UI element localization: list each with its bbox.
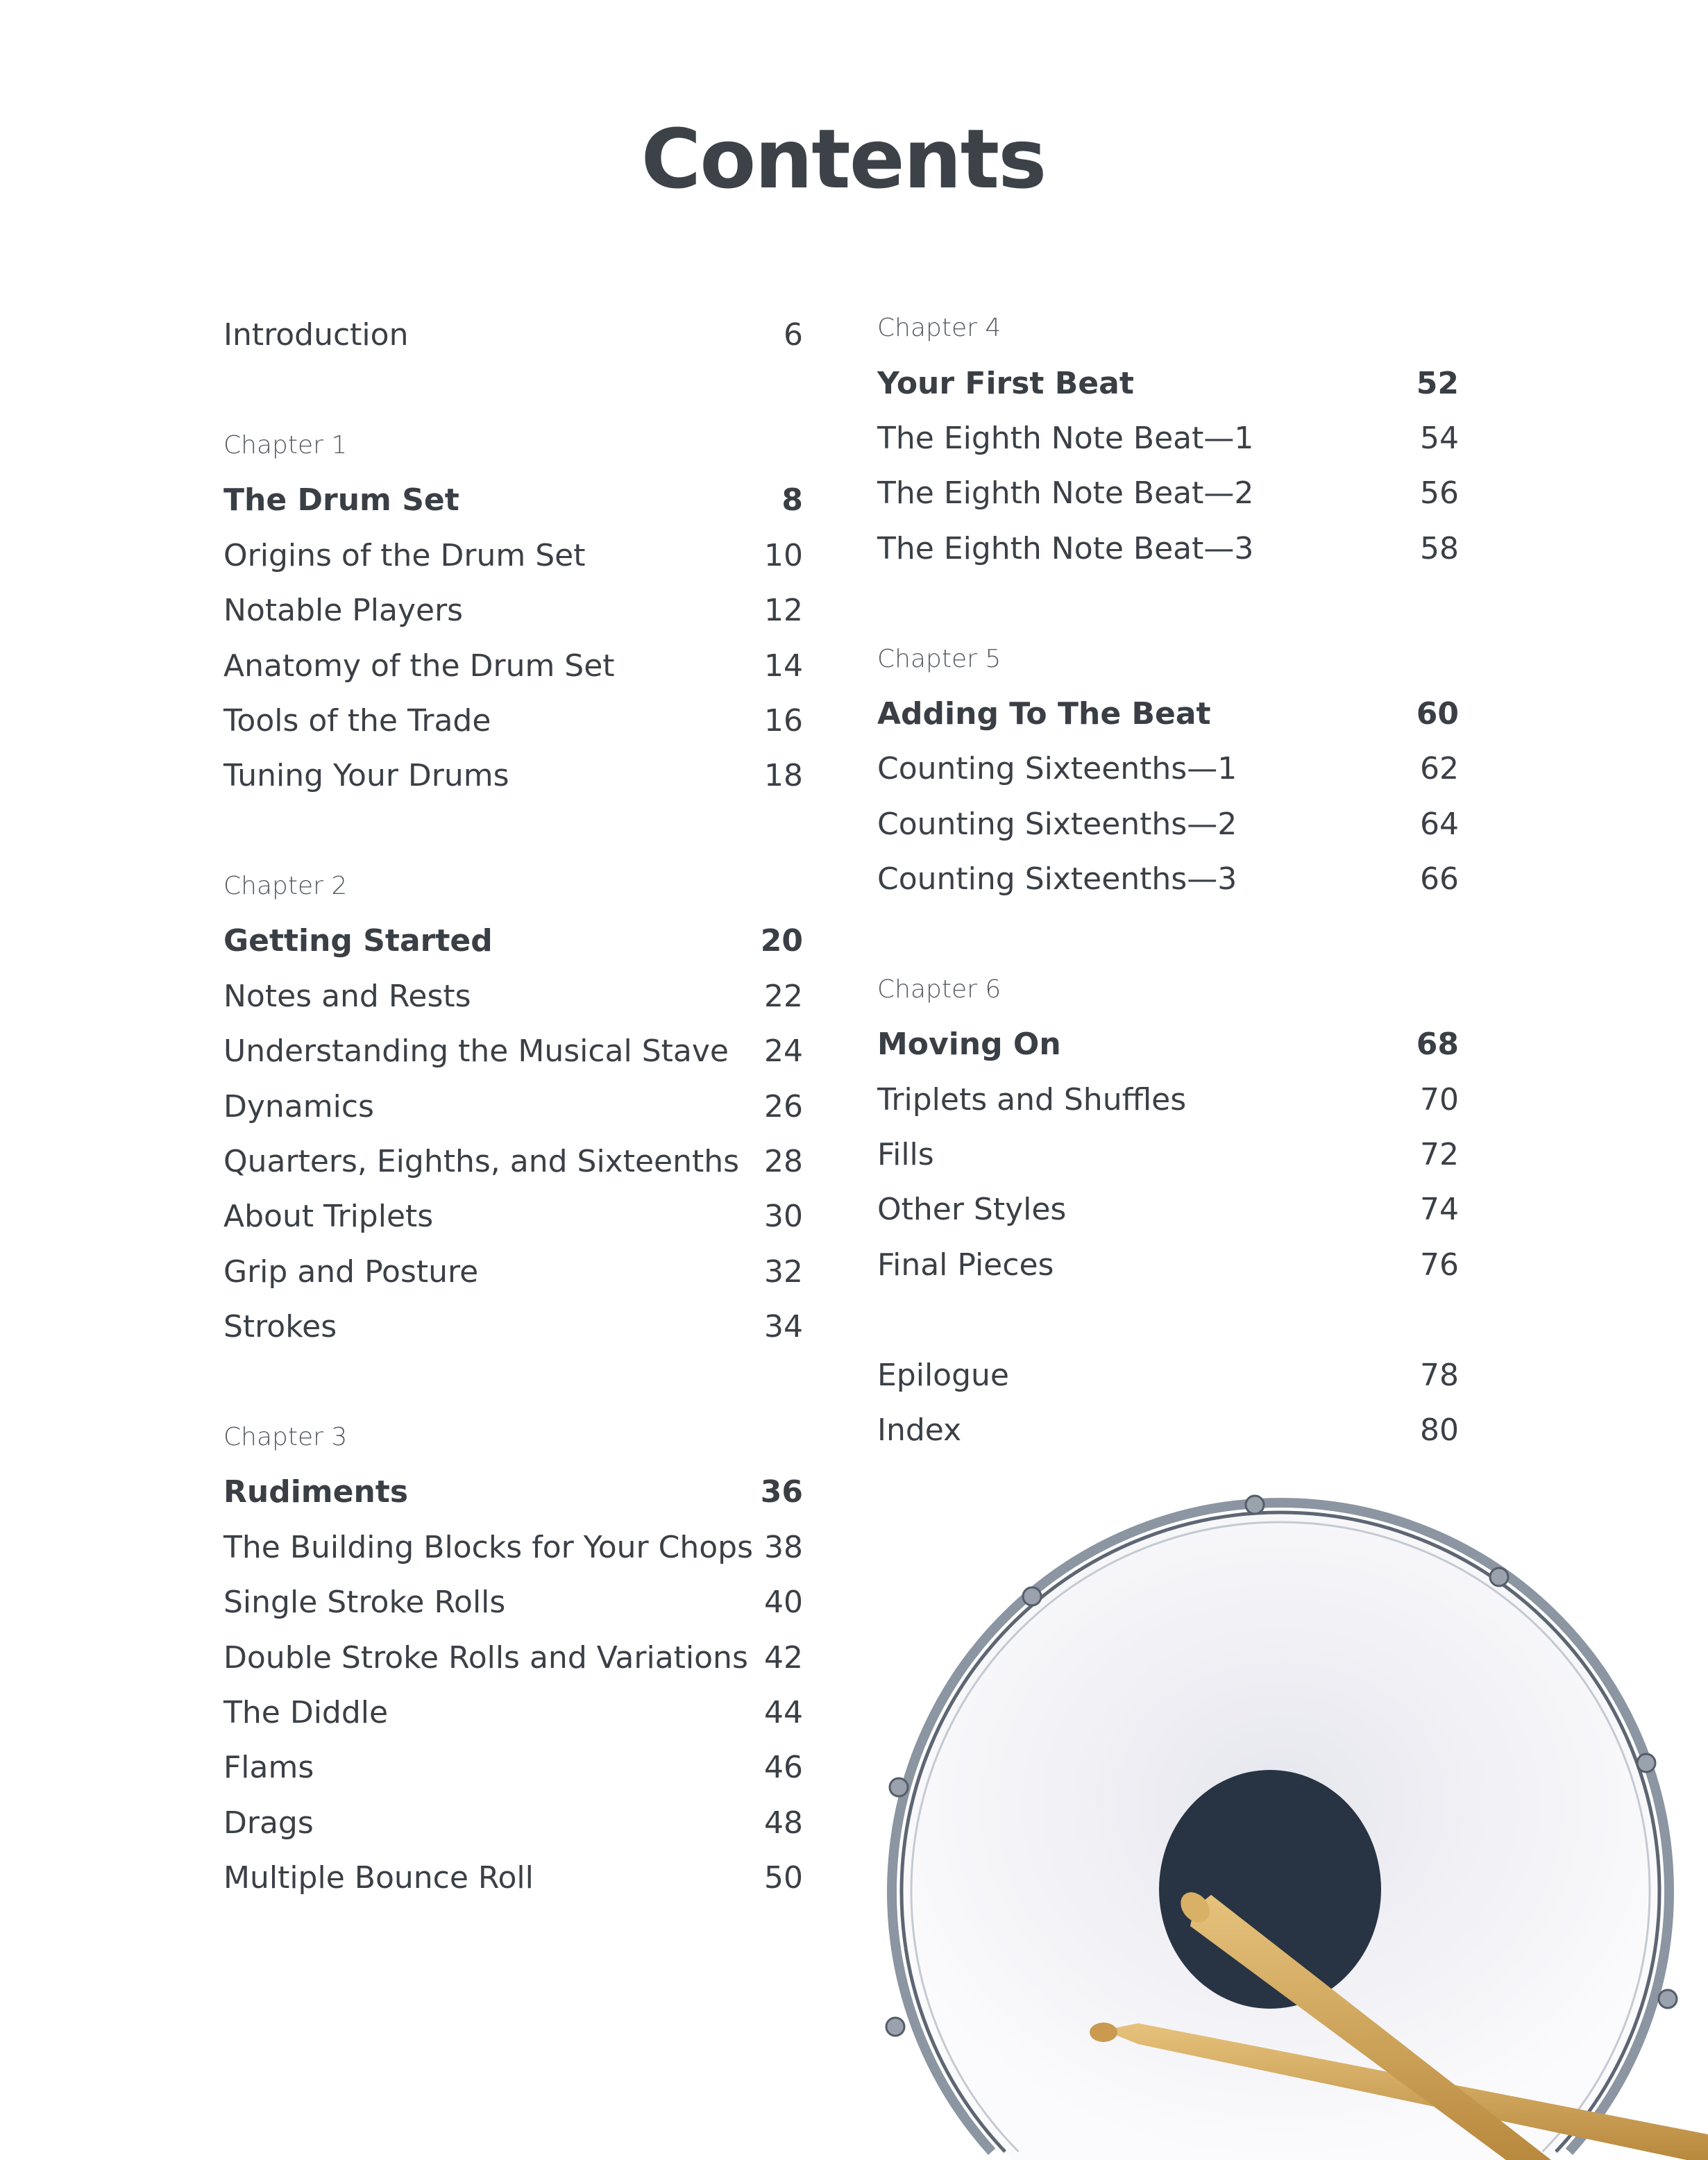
toc-page-number: 8 [781, 482, 803, 518]
toc-label: Epilogue [877, 1357, 1009, 1393]
spacer [223, 1354, 803, 1409]
toc-entry[interactable] [877, 1403, 1459, 1458]
toc-entry[interactable] [877, 1072, 1459, 1127]
toc-page-number: 70 [1420, 1081, 1459, 1117]
spacer [223, 362, 803, 417]
toc-page-number: 28 [764, 1144, 803, 1180]
toc-label: Origins of the Drum Set [223, 537, 586, 573]
toc-entry[interactable] [223, 1740, 803, 1795]
toc-page-number: 46 [764, 1750, 803, 1786]
toc-label: Introduction [223, 317, 409, 353]
toc-page-number: 6 [784, 317, 803, 353]
toc-label: The Eighth Note Beat—2 [877, 475, 1254, 512]
toc-label: Grip and Posture [223, 1254, 479, 1290]
toc-page-number: 80 [1420, 1412, 1459, 1448]
toc-label: Understanding the Musical Stave [223, 1033, 729, 1070]
toc-entry[interactable] [223, 1520, 803, 1575]
page-title: Contents [641, 111, 1046, 207]
toc-page-number: 40 [764, 1585, 803, 1621]
toc-left-column [223, 307, 803, 1905]
toc-entry[interactable] [223, 583, 803, 638]
chapter-label[interactable] [223, 418, 803, 473]
toc-page-number: 44 [764, 1694, 803, 1730]
toc-page-number: 32 [764, 1254, 803, 1290]
toc-label: Flams [223, 1750, 314, 1786]
toc-label: Double Stroke Rolls and Variations [223, 1639, 748, 1676]
toc-entry[interactable] [223, 1796, 803, 1850]
toc-right-column [877, 301, 1459, 1458]
toc-page-number: 26 [764, 1088, 803, 1124]
toc-page-number: 12 [764, 593, 803, 629]
toc-page-number: 64 [1420, 806, 1459, 842]
toc-label: Rudiments [223, 1474, 409, 1510]
chapter-title-row[interactable] [877, 355, 1459, 410]
chapter-label[interactable] [877, 962, 1459, 1017]
spacer [223, 804, 803, 859]
toc-label: Tuning Your Drums [223, 758, 509, 794]
toc-label: About Triplets [223, 1199, 434, 1235]
toc-label: Moving On [877, 1027, 1061, 1063]
toc-label: The Eighth Note Beat—1 [877, 420, 1254, 456]
chapter-label[interactable] [877, 631, 1459, 686]
toc-entry[interactable] [223, 1299, 803, 1354]
toc-entry[interactable] [223, 969, 803, 1024]
toc-label: Strokes [223, 1309, 337, 1345]
toc-label: Chapter 4 [877, 314, 1001, 343]
chapter-title-row[interactable] [223, 913, 803, 968]
toc-entry[interactable] [223, 1079, 803, 1133]
toc-label: Multiple Bounce Roll [223, 1860, 534, 1896]
toc-entry[interactable] [223, 638, 803, 693]
toc-page-number: 24 [764, 1033, 803, 1070]
toc-entry[interactable] [223, 1575, 803, 1630]
toc-label: Chapter 3 [223, 1423, 348, 1451]
toc-label: Counting Sixteenths—3 [877, 861, 1237, 897]
toc-page-number: 78 [1420, 1357, 1459, 1393]
spacer [877, 906, 1459, 961]
toc-page-number: 38 [764, 1529, 803, 1565]
toc-entry[interactable] [877, 741, 1459, 796]
toc-label: Triplets and Shuffles [877, 1081, 1187, 1117]
toc-label: Final Pieces [877, 1247, 1054, 1283]
toc-entry[interactable] [223, 1189, 803, 1244]
chapter-title-row[interactable] [223, 473, 803, 528]
toc-entry[interactable] [877, 1347, 1459, 1402]
toc-label: Your First Beat [877, 365, 1134, 401]
toc-entry[interactable] [223, 1685, 803, 1740]
toc-label: The Diddle [223, 1694, 389, 1730]
toc-label: Fills [877, 1137, 934, 1173]
toc-page-number: 48 [764, 1805, 803, 1841]
toc-entry[interactable] [223, 307, 803, 362]
toc-page-number: 36 [760, 1474, 803, 1510]
toc-label: Index [877, 1412, 962, 1448]
toc-page-number: 10 [764, 537, 803, 573]
toc-entry[interactable] [223, 528, 803, 583]
toc-entry[interactable] [877, 1182, 1459, 1237]
chapter-label[interactable] [223, 1410, 803, 1465]
spacer [877, 1292, 1459, 1347]
toc-label: Chapter 1 [223, 430, 348, 459]
toc-entry[interactable] [877, 466, 1459, 521]
toc-page-number: 66 [1420, 861, 1459, 897]
toc-entry[interactable] [223, 1244, 803, 1299]
toc-page-number: 54 [1420, 420, 1459, 456]
toc-entry[interactable] [877, 411, 1459, 466]
toc-page-number: 56 [1420, 475, 1459, 512]
toc-entry[interactable] [877, 1238, 1459, 1292]
toc-page-number: 68 [1416, 1027, 1459, 1063]
toc-entry[interactable] [877, 797, 1459, 852]
toc-page-number: 16 [764, 702, 803, 739]
chapter-title-row[interactable] [877, 686, 1459, 741]
chapter-label[interactable] [877, 301, 1459, 355]
toc-page-number: 18 [764, 758, 803, 794]
toc-page-number: 52 [1416, 365, 1459, 401]
toc-page-number: 58 [1420, 530, 1459, 566]
toc-page-number: 50 [764, 1860, 803, 1896]
toc-page-number: 34 [764, 1309, 803, 1345]
toc-page-number: 74 [1420, 1192, 1459, 1228]
chapter-label[interactable] [223, 859, 803, 913]
toc-label: Other Styles [877, 1192, 1067, 1228]
toc-page-number: 72 [1420, 1137, 1459, 1173]
toc-entry[interactable] [223, 748, 803, 803]
toc-page-number: 14 [764, 648, 803, 684]
toc-entry[interactable] [877, 852, 1459, 906]
toc-entry[interactable] [223, 1630, 803, 1685]
toc-entry[interactable] [223, 1024, 803, 1079]
toc-label: Adding To The Beat [877, 695, 1211, 732]
chapter-title-row[interactable] [877, 1017, 1459, 1072]
toc-label: Counting Sixteenths—1 [877, 751, 1237, 787]
toc-page-number: 30 [764, 1199, 803, 1235]
toc-label: The Building Blocks for Your Chops [223, 1529, 753, 1565]
toc-label: Getting Started [223, 923, 493, 959]
toc-label: Notes and Rests [223, 978, 471, 1014]
toc-label: Dynamics [223, 1088, 374, 1124]
toc-page-number: 20 [760, 923, 803, 959]
toc-page-number: 60 [1416, 695, 1459, 732]
toc-page-number: 22 [764, 978, 803, 1014]
chapter-title-row[interactable] [223, 1465, 803, 1519]
toc-label: Chapter 6 [877, 974, 1001, 1004]
toc-label: Anatomy of the Drum Set [223, 648, 615, 684]
toc-label: Tools of the Trade [223, 702, 491, 739]
toc-entry[interactable] [877, 1127, 1459, 1182]
toc-label: The Eighth Note Beat—3 [877, 530, 1254, 566]
toc-label: Chapter 5 [877, 644, 1001, 673]
toc-page-number: 62 [1420, 751, 1459, 787]
toc-entry[interactable] [223, 693, 803, 748]
toc-entry[interactable] [223, 1134, 803, 1189]
toc-label: Quarters, Eighths, and Sixteenths [223, 1144, 740, 1180]
spacer [877, 576, 1459, 631]
toc-entry[interactable] [223, 1850, 803, 1905]
toc-label: Single Stroke Rolls [223, 1585, 506, 1621]
toc-page-number: 76 [1420, 1247, 1459, 1283]
toc-page-number: 42 [764, 1639, 803, 1676]
toc-label: Counting Sixteenths—2 [877, 806, 1237, 842]
toc-label: Notable Players [223, 593, 464, 629]
toc-entry[interactable] [877, 521, 1459, 576]
toc-label: The Drum Set [223, 482, 459, 518]
toc-label: Drags [223, 1805, 314, 1841]
toc-label: Chapter 2 [223, 872, 348, 901]
